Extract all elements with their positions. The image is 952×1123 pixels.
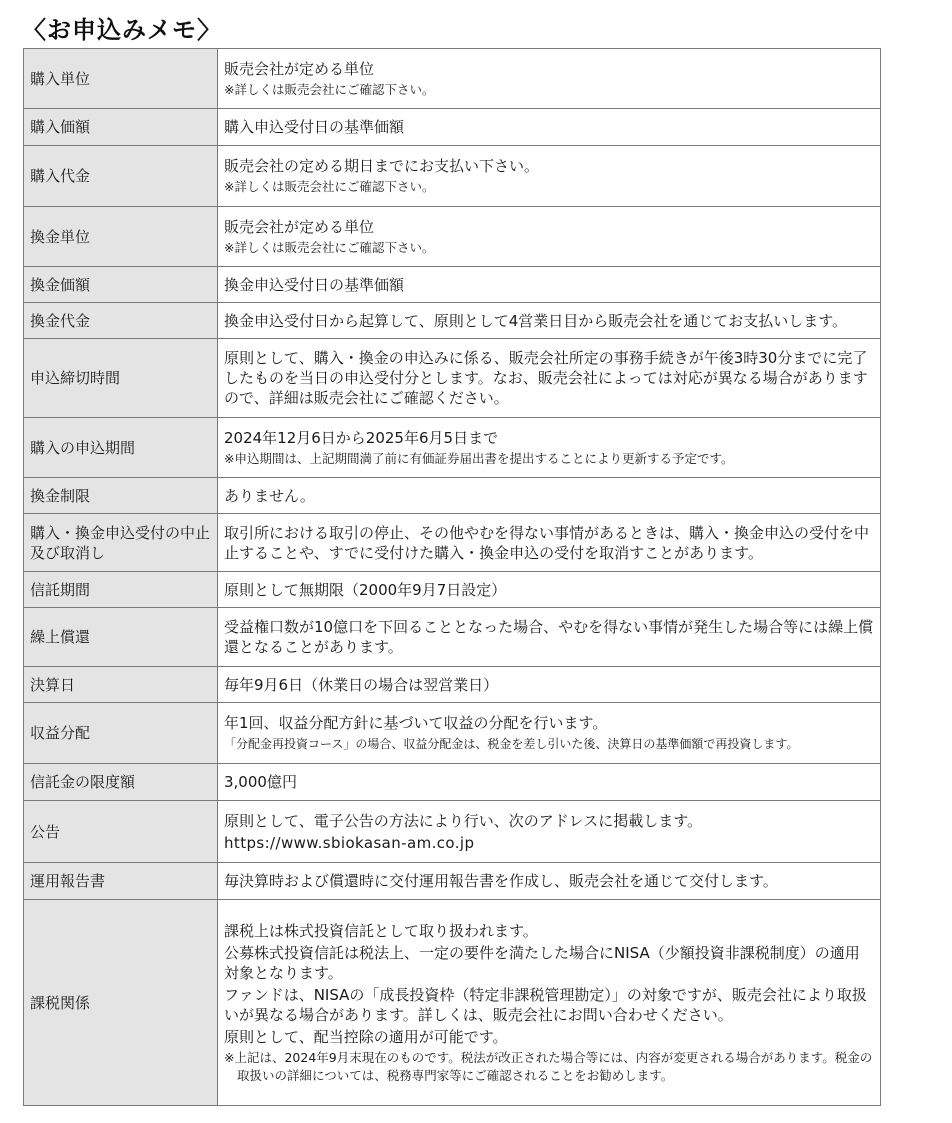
tax-paragraph-1: 課税上は株式投資信託として取り扱われます。 (224, 921, 538, 940)
table-row (24, 667, 881, 703)
tax-note: ※上記は、2024年9月末現在のものです。税法が改正された場合等には、内容が変更される場合があります。税金の取扱いの詳細については、税務専門家等にご確認されることをお勧めします。 (224, 1049, 873, 1083)
row-label: 信託期間 (24, 572, 218, 608)
table-row (24, 514, 881, 572)
row-label: 公告 (24, 801, 218, 863)
website-url: https://www.sbiokasan-am.co.jp (224, 833, 475, 852)
value-text: ありません。 (224, 486, 315, 505)
value-note: ※詳しくは販売会社にご確認下さい。 (224, 81, 435, 97)
table-row (24, 900, 881, 1106)
table-row (24, 478, 881, 514)
row-value (218, 667, 881, 703)
table-row (24, 801, 881, 863)
table-row (24, 418, 881, 478)
tax-paragraph-4: 原則として、配当控除の適用が可能です。 (224, 1027, 508, 1046)
row-label: 換金制限 (24, 478, 218, 514)
value-text: 3,000億円 (224, 773, 297, 791)
value-text: 毎決算時および償還時に交付運用報告書を作成し、販売会社を通じて交付します。 (224, 872, 778, 890)
row-label: 購入・換金申込受付の中止及び取消し (24, 514, 218, 572)
row-value (218, 49, 881, 109)
page-title: 〈お申込みメモ〉 (22, 16, 222, 44)
row-value (218, 703, 881, 764)
value-note: ※申込期間は、上記期間満了前に有価証券届出書を提出することにより更新する予定です。 (224, 450, 734, 466)
value-text: 換金申込受付日の基準価額 (224, 275, 405, 294)
table-row (24, 863, 881, 900)
row-value (218, 900, 881, 1106)
row-value (218, 514, 881, 572)
table-row (24, 764, 881, 801)
table-row (24, 49, 881, 109)
value-text: 年1回、収益分配方針に基づいて収益の分配を行います。 (224, 714, 608, 732)
table-row (24, 703, 881, 764)
row-label: 課税関係 (24, 900, 218, 1106)
application-memo-table (23, 48, 881, 1106)
row-label: 換金価額 (24, 267, 218, 303)
tax-paragraph-2: 公募株式投資信託は税法上、一定の要件を満たした場合にNISA（少額投資非課税制度）の適用対象となります。 (224, 943, 860, 982)
row-value (218, 418, 881, 478)
value-text: 受益権口数が10億口を下回ることとなった場合、やむを得ない事情が発生した場合等には繰上償還となることがあります。 (224, 618, 874, 656)
row-value (218, 608, 881, 667)
value-text: 2024年12月6日から2025年6月5日まで (224, 428, 499, 447)
row-label: 信託金の限度額 (24, 764, 218, 801)
table-row (24, 109, 881, 146)
row-label: 申込締切時間 (24, 339, 218, 418)
row-label: 換金単位 (24, 207, 218, 267)
value-text: 取引所における取引の停止、その他やむを得ない事情があるときは、購入・換金申込の受付を中止することや、すでに受付けた購入・換金申込の受付を取消すことがあります。 (224, 523, 870, 562)
row-label: 換金代金 (24, 303, 218, 339)
row-label: 購入単位 (24, 49, 218, 109)
row-value (218, 572, 881, 608)
row-value (218, 764, 881, 801)
row-label: 購入代金 (24, 146, 218, 207)
value-text: 毎年9月6日（休業日の場合は翌営業日） (224, 675, 499, 694)
row-label: 繰上償還 (24, 608, 218, 667)
table-row (24, 207, 881, 267)
row-value (218, 478, 881, 514)
table-row (24, 608, 881, 667)
row-value (218, 267, 881, 303)
value-note: ※詳しくは販売会社にご確認下さい。 (224, 239, 435, 255)
row-value (218, 207, 881, 267)
value-note: 「分配金再投資コース」の場合、収益分配金は、税金を差し引いた後、決算日の基準価額で再投資します。 (224, 737, 799, 751)
table-row (24, 339, 881, 418)
value-text: 購入申込受付日の基準価額 (224, 118, 405, 136)
table-row (24, 572, 881, 608)
row-value (218, 339, 881, 418)
value-text: 販売会社が定める単位 (224, 217, 375, 236)
table-row (24, 267, 881, 303)
value-text: 原則として、購入・換金の申込みに係る、販売会社所定の事務手続きが午後3時30分までに完了したものを当日の申込受付分とします。なお、販売会社によっては対応が異なる場合がありますので、詳細は販売会社にご確認ください。 (224, 349, 868, 407)
value-text: 原則として無期限（2000年9月7日設定） (224, 580, 507, 599)
row-label: 購入価額 (24, 109, 218, 146)
value-text: 換金申込受付日から起算して、原則として4営業日目から販売会社を通じてお支払いします。 (224, 311, 848, 330)
value-text: 原則として、電子公告の方法により行い、次のアドレスに掲載します。 (224, 811, 703, 830)
row-value (218, 146, 881, 207)
row-value (218, 801, 881, 863)
row-value (218, 109, 881, 146)
value-text: 販売会社の定める期日までにお支払い下さい。 (224, 157, 540, 175)
row-label: 購入の申込期間 (24, 418, 218, 478)
table-row (24, 303, 881, 339)
row-label: 運用報告書 (24, 863, 218, 900)
tax-paragraph-3: ファンドは、NISAの「成長投資枠（特定非課税管理勘定）」の対象ですが、販売会社により取扱いが異なる場合があります。詳しくは、販売会社にお問い合わせください。 (224, 985, 867, 1024)
row-label: 収益分配 (24, 703, 218, 764)
row-value (218, 303, 881, 339)
table-row (24, 146, 881, 207)
value-note: ※詳しくは販売会社にご確認下さい。 (224, 179, 435, 194)
row-label: 決算日 (24, 667, 218, 703)
row-value (218, 863, 881, 900)
value-text: 販売会社が定める単位 (224, 59, 375, 78)
